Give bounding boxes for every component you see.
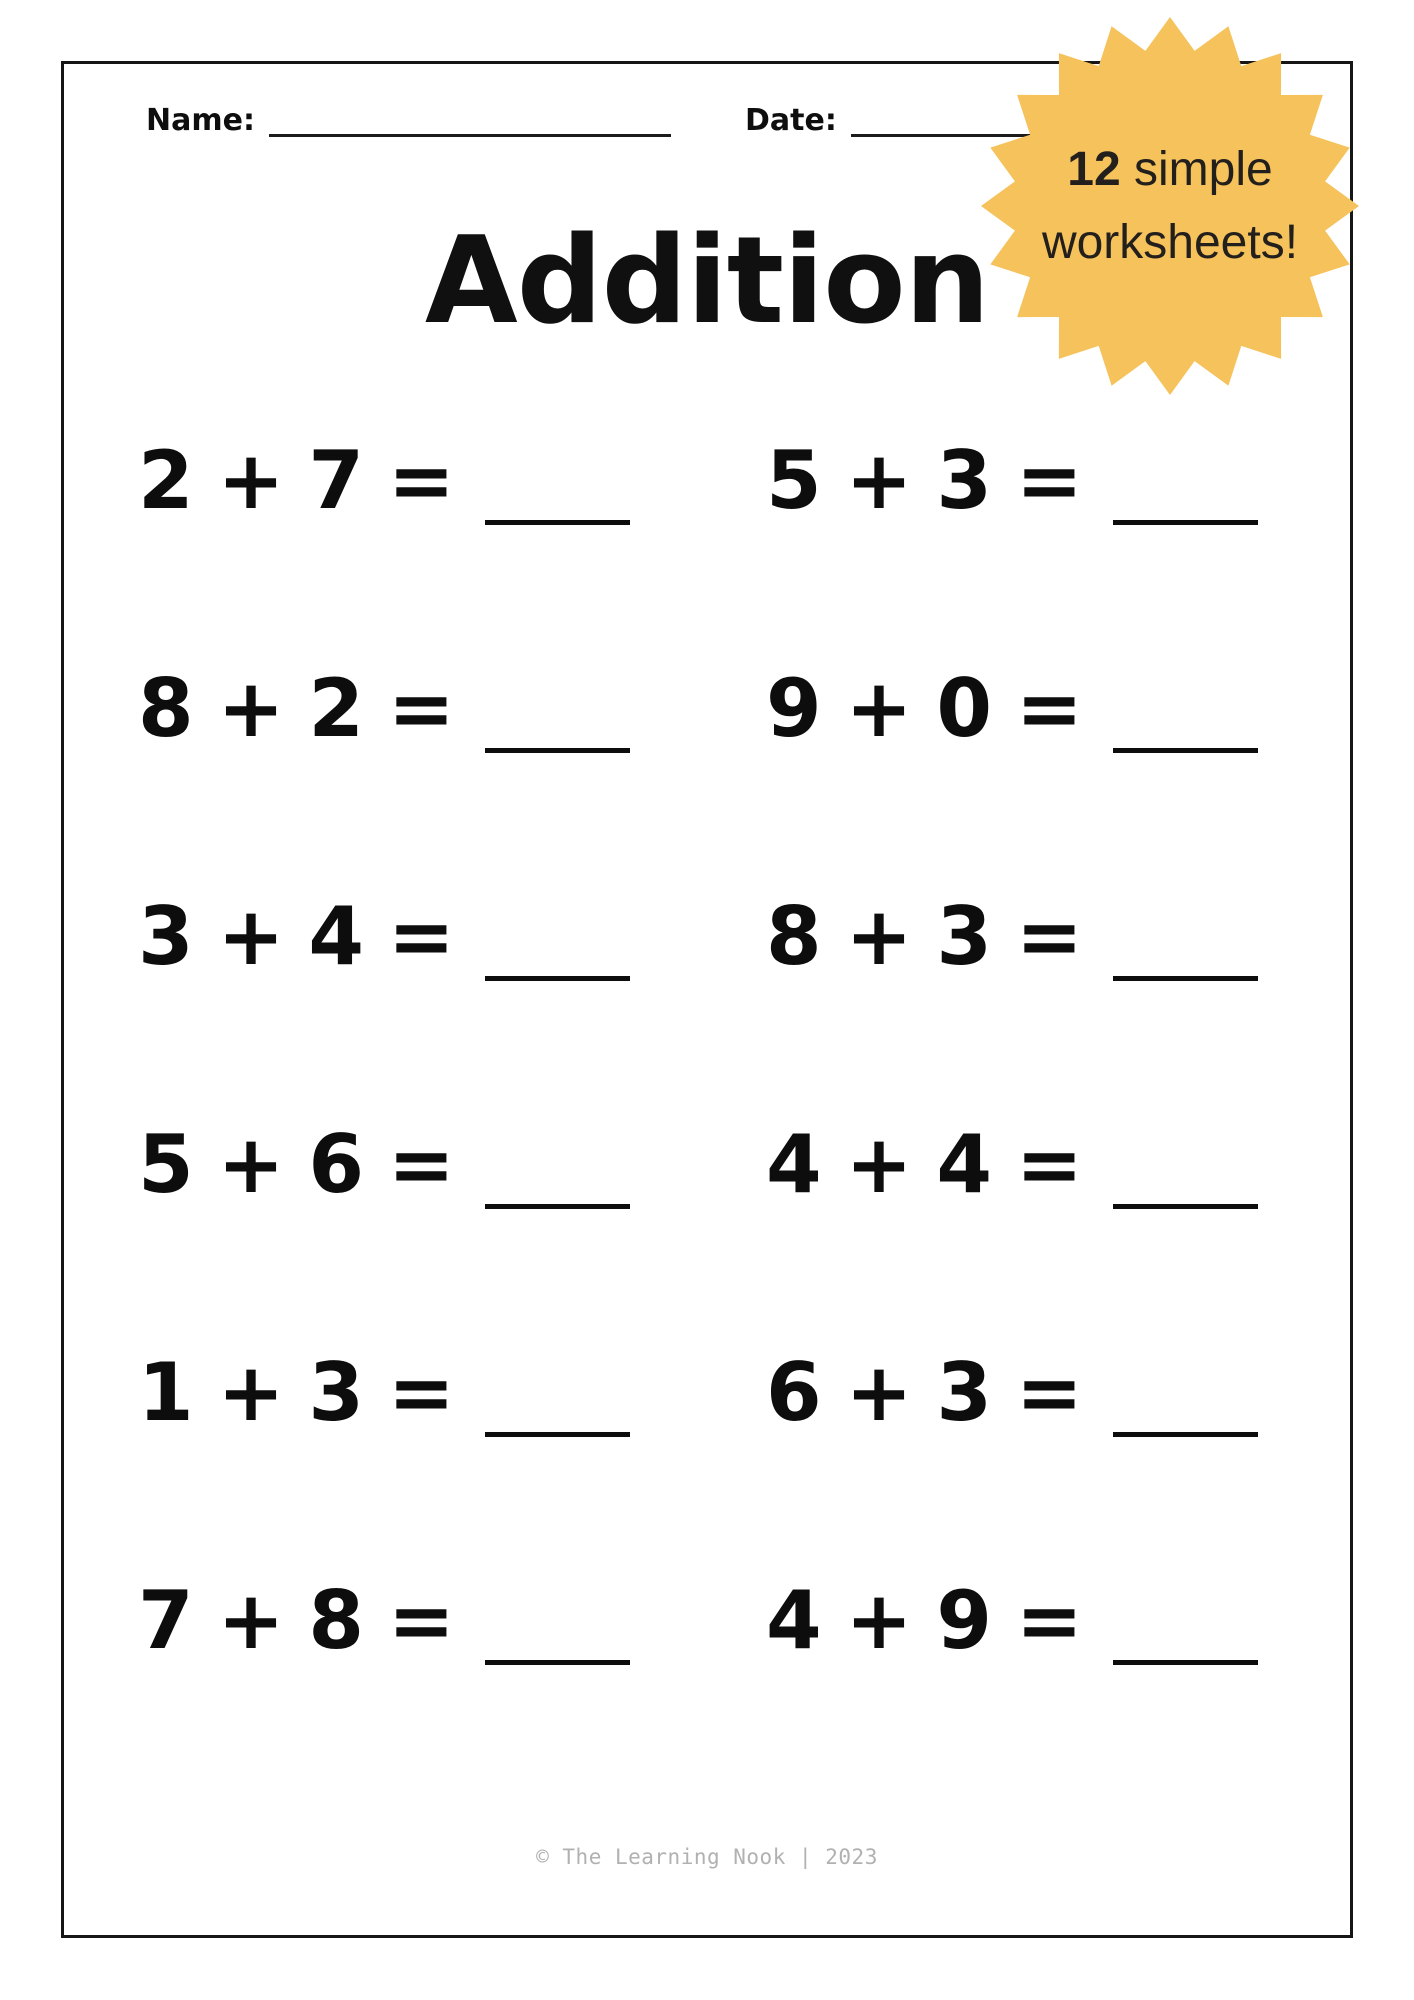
answer-blank[interactable] (1113, 1432, 1258, 1437)
addition-problem (138, 1346, 766, 1440)
date-label: Date: (745, 103, 837, 138)
problem-expression: 8 + 3 = (766, 889, 1081, 983)
addition-problem (766, 662, 1288, 756)
addition-problem (766, 434, 1288, 528)
problem-expression: 8 + 2 = (138, 661, 453, 755)
badge-line1-suffix: simple (1120, 143, 1273, 196)
problem-expression: 7 + 8 = (138, 1573, 453, 1667)
problem-expression: 5 + 3 = (766, 433, 1081, 527)
badge-line-2: worksheets! (1041, 216, 1299, 269)
problems-grid (138, 367, 1288, 1735)
problem-expression: 4 + 4 = (766, 1117, 1081, 1211)
addition-problem (138, 890, 766, 984)
answer-blank[interactable] (485, 976, 630, 981)
answer-blank[interactable] (485, 1660, 630, 1665)
badge-text (980, 16, 1360, 396)
addition-problem (766, 1118, 1288, 1212)
addition-problem (138, 1118, 766, 1212)
addition-problem (766, 1346, 1288, 1440)
name-field-group (146, 103, 671, 138)
addition-problem (766, 1574, 1288, 1668)
answer-blank[interactable] (1113, 976, 1258, 981)
starburst-badge (980, 16, 1360, 396)
addition-problem (138, 662, 766, 756)
problem-expression: 5 + 6 = (138, 1117, 453, 1211)
footer-credit: © The Learning Nook | 2023 (536, 1845, 878, 1869)
answer-blank[interactable] (485, 1204, 630, 1209)
problem-expression: 1 + 3 = (138, 1345, 453, 1439)
problem-expression: 9 + 0 = (766, 661, 1081, 755)
answer-blank[interactable] (1113, 520, 1258, 525)
badge-line-1 (1067, 133, 1272, 206)
answer-blank[interactable] (1113, 1660, 1258, 1665)
addition-problem (138, 434, 766, 528)
addition-problem (138, 1574, 766, 1668)
answer-blank[interactable] (1113, 748, 1258, 753)
problem-expression: 3 + 4 = (138, 889, 453, 983)
problem-expression: 6 + 3 = (766, 1345, 1081, 1439)
name-label: Name: (146, 103, 255, 138)
answer-blank[interactable] (485, 1432, 630, 1437)
answer-blank[interactable] (485, 520, 630, 525)
badge-count: 12 (1067, 143, 1121, 196)
name-write-line[interactable] (269, 134, 671, 137)
addition-problem (766, 890, 1288, 984)
answer-blank[interactable] (485, 748, 630, 753)
problem-expression: 2 + 7 = (138, 433, 453, 527)
page-title: Addition (424, 212, 990, 351)
problem-expression: 4 + 9 = (766, 1573, 1081, 1667)
answer-blank[interactable] (1113, 1204, 1258, 1209)
